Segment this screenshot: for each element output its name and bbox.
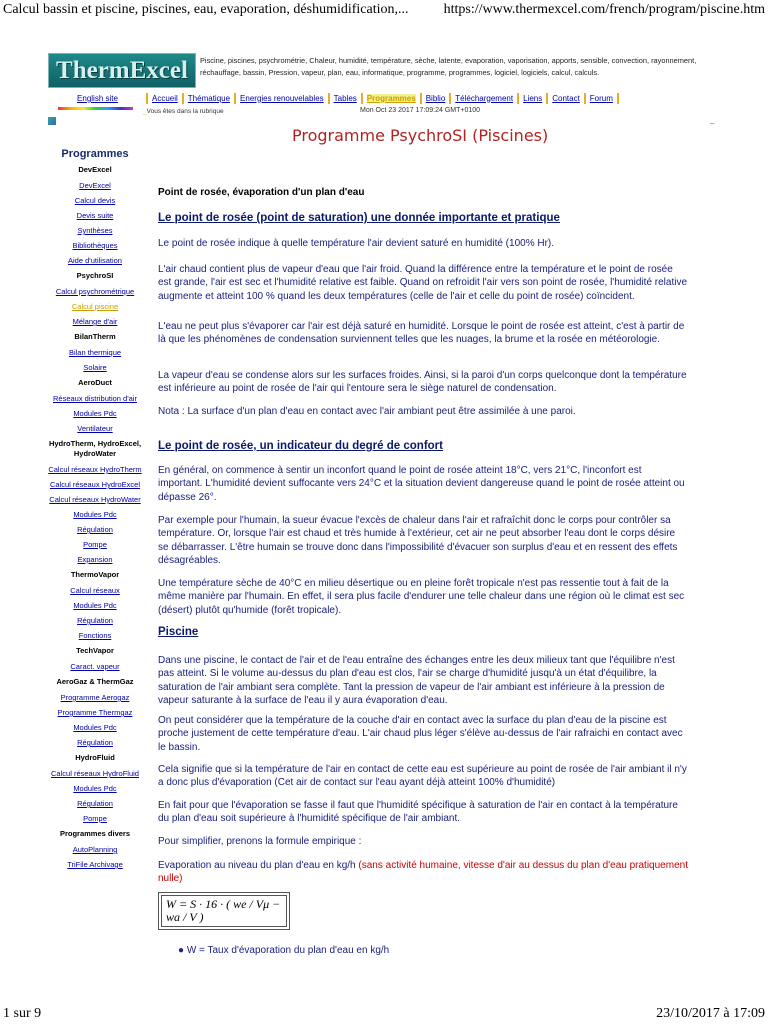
sidebar-link[interactable]: AutoPlanning xyxy=(72,845,118,854)
nav-link-t-l-chargement[interactable]: Téléchargement xyxy=(455,93,514,103)
sidebar-group-heading: HydroFluid xyxy=(75,753,115,762)
sidebar-link[interactable]: Modules Pdc xyxy=(73,510,117,519)
heading-point-de-rosee: Le point de rosée (point de saturation) une donnée importante et pratique xyxy=(158,212,560,224)
sidebar-link[interactable]: Aide d'utilisation xyxy=(68,256,122,265)
nav-link-energies-renouvelables[interactable]: Energies renouvelables xyxy=(240,93,324,103)
sidebar-link[interactable]: Ventilateur xyxy=(77,424,113,433)
nav-separator xyxy=(361,93,363,104)
formula-text: W = S · 16 · ( we / Vμ − wa / V ) xyxy=(161,895,287,927)
print-url: https://www.thermexcel.com/french/program/piscine.htm xyxy=(443,2,765,17)
sidebar-link[interactable]: Régulation xyxy=(77,616,113,625)
sidebar-link[interactable]: Modules Pdc xyxy=(73,409,117,418)
sidebar-link[interactable]: Calcul piscine xyxy=(71,302,119,311)
sidebar-link[interactable]: Calcul réseaux HydroTherm xyxy=(48,465,142,474)
sidebar-group-heading: HydroTherm, HydroExcel, HydroWater xyxy=(48,439,142,458)
sidebar-link[interactable]: Fonctions xyxy=(78,631,112,640)
datetime-text: Mon Oct 23 2017 17:09:24 GMT+0100 xyxy=(360,107,481,114)
rubrique-label: Vous êtes dans la rubrique xyxy=(146,108,224,115)
nav-link-tables[interactable]: Tables xyxy=(333,93,357,103)
print-footer xyxy=(0,1002,768,1024)
sidebar-link[interactable]: Calcul réseaux HydroExcel xyxy=(49,480,141,489)
flags-bar xyxy=(58,107,133,110)
page-counter: 1 sur 9 xyxy=(3,1006,42,1021)
paragraph: Cela signifie que si la température de l'air en contact de cette eau est supérieure au point de rosée de l'air ambiant il n'y a donc plus d'évaporation (Cet air de contact sur l'eau ayant déjà atteint 100% d'humidité) xyxy=(158,764,687,789)
sidebar-link[interactable]: Programme Thermgaz xyxy=(57,708,133,717)
sidebar-link[interactable]: Modules Pdc xyxy=(73,784,117,793)
rubrique-text: _Vous êtes dans la rubrique xyxy=(143,108,224,115)
paragraph: Le point de rosée indique à quelle température l'air devient saturé en humidité (100% Hr). xyxy=(158,238,555,249)
bullet-item xyxy=(178,944,389,957)
nav-separator xyxy=(182,93,184,104)
sidebar-link[interactable]: Régulation xyxy=(77,525,113,534)
sidebar-link[interactable]: Caract. vapeur xyxy=(70,662,120,671)
sidebar-group-heading: DevExcel xyxy=(78,165,112,174)
heading-confort: Le point de rosée, un indicateur du degré de confort xyxy=(158,440,443,452)
paragraph: L'eau ne peut plus s'évaporer car l'air est déjà saturé en humidité. Lorsque le point de rosée est atteint, c'est à partir de là que les phénomènes de condensation surviennent telles que les nuages, la brume et la rosée en météorologie. xyxy=(158,321,685,346)
logo-text: ThermExcel xyxy=(56,56,188,84)
sidebar-link[interactable]: Modules Pdc xyxy=(73,723,117,732)
nav-separator xyxy=(617,93,619,104)
nav-separator xyxy=(584,93,586,104)
sidebar-link[interactable]: Mélange d'air xyxy=(72,317,118,326)
nav-separator xyxy=(517,93,519,104)
nav-link-programmes[interactable]: Programmes xyxy=(366,93,416,103)
nav-separator xyxy=(420,93,422,104)
sidebar-group-heading: Programmes divers xyxy=(59,829,131,838)
nav-separator xyxy=(328,93,330,104)
print-title: Calcul bassin et piscine, piscines, eau, evaporation, déshumidification,... xyxy=(3,2,409,17)
paragraph: Dans une piscine, le contact de l'air et de l'eau entraîne des échanges entre les deux milieux tant que l'équilibre n'est pas atteint. Si le volume au-dessus du plan d'eau est clos, l'air se charge d'humidité jusqu'à un état d'équilibre, la saturation de l'air ambiant sera complète. Tant la pression de vapeur de l'air ambiant est inférieure à la pression de vapeur saturante à la surface de l'eau il y aura évaporation d'eau. xyxy=(158,655,675,706)
sidebar-link[interactable]: Régulation xyxy=(77,799,113,808)
sidebar-link[interactable]: Calcul psychrométrique xyxy=(55,287,135,296)
sidebar-group-heading: BilanTherm xyxy=(74,332,116,341)
sidebar-link[interactable]: Réseaux distribution d'air xyxy=(53,394,137,403)
nav-link-liens[interactable]: Liens xyxy=(523,93,543,103)
sidebar-link[interactable]: Calcul devis xyxy=(74,196,116,205)
english-site-link[interactable]: English site xyxy=(77,94,118,103)
top-nav xyxy=(143,93,622,104)
paragraph: Par exemple pour l'humain, la sueur évacue l'excès de chaleur dans l'air et rafraîchit donc le corps pour contrôler sa température. Or, lorsque l'air est chaud et très humide à l'extérieur, cet air ne peut absorber l'eau dont le corps désire se débarrasser. L'être humain se trouve donc dans l'impossibilité d'évacuer son surplus d'eau et en ressent des effets désagréables. xyxy=(158,515,678,566)
sidebar-link[interactable]: Devis suite xyxy=(76,211,114,220)
nav-separator xyxy=(146,93,148,104)
sidebar-link[interactable]: Calcul réseaux HydroWater xyxy=(49,495,141,504)
sidebar-link[interactable]: Calcul réseaux HydroFluid xyxy=(51,769,139,778)
nav-link-contact[interactable]: Contact xyxy=(552,93,580,103)
nav-separator xyxy=(449,93,451,104)
paragraph xyxy=(158,859,688,886)
paragraph: Une température sèche de 40°C en milieu désertique ou en pleine forêt tropicale n'est pas ressentie tout à fait de la même manière par l'humain. En effet, il sera plus facile d'endurer une telle chaleur dans une région où le climat est sec (désert) plutôt qu'humide (forêt tropicale). xyxy=(158,578,685,616)
sidebar-link[interactable]: DevExcel xyxy=(79,181,111,190)
sidebar-link[interactable]: Bilan thermique xyxy=(68,348,122,357)
paragraph: En fait pour que l'évaporation se fasse il faut que l'humidité spécifique à saturation de l'air en contact à la température du plan d'eau soit supérieure à l'humidité spécifique de l'air ambiant. xyxy=(158,800,678,825)
sidebar-link[interactable]: Expansion xyxy=(77,555,113,564)
corner-square-icon xyxy=(48,117,56,125)
page-title: Programme PsychroSI (Piscines) xyxy=(292,126,549,145)
nav-separator xyxy=(546,93,548,104)
sidebar-group-heading: AeroDuct xyxy=(78,378,112,387)
paragraph: En général, on commence à sentir un inconfort quand le point de rosée atteint 18°C, vers 21°C, l'inconfort est important. L'humidité devient suffocante vers 24°C et la situation devient dangereuse quand le point de rosée atteint ou dépasse 26°. xyxy=(158,465,685,503)
sidebar-link[interactable]: Pompe xyxy=(83,814,107,823)
nav-separator xyxy=(234,93,236,104)
sidebar-link[interactable]: Régulation xyxy=(77,738,113,747)
bullet-text: W = Taux d'évaporation du plan d'eau en kg/h xyxy=(186,945,390,956)
sidebar-link[interactable]: Modules Pdc xyxy=(73,601,117,610)
paragraph: Pour simplifier, prenons la formule empirique : xyxy=(158,836,362,847)
keywords-text: Piscine, piscines, psychrométrie, Chaleur, humidité, température, sèche, latente, evaporation, vaporisation, apports, sensible, convection, rayonnement, réchauffage, bassin, Pression, vapeur, plan, eau, informatique, programme, programmes, logiciel, logiciels, calcul, calculs. xyxy=(200,56,697,77)
sidebar-link[interactable]: TriFile Archivage xyxy=(67,860,123,869)
nav-link-biblio[interactable]: Biblio xyxy=(425,93,446,103)
print-header xyxy=(0,0,768,22)
site-logo[interactable] xyxy=(48,53,196,88)
formula-image xyxy=(158,892,290,930)
sidebar-link[interactable]: Synthèses xyxy=(77,226,113,235)
print-datetime: 23/10/2017 à 17:09 xyxy=(656,1006,765,1021)
paragraph: On peut considérer que la température de la couche d'air en contact avec la surface du plan d'eau de la piscine est proche justement de cette température d'eau. L'air chaud plus léger s'élève au-dessus de l'air rafraichi en contact avec le bassin. xyxy=(158,715,683,753)
sidebar-link[interactable]: Pompe xyxy=(83,540,107,549)
intro-line: Point de rosée, évaporation d'un plan d'eau xyxy=(158,187,365,198)
sidebar-heading: Programmes xyxy=(61,148,129,160)
bullet-icon: ● xyxy=(178,945,187,956)
heading-piscine: Piscine xyxy=(158,626,199,638)
nav-link-accueil[interactable]: Accueil xyxy=(152,93,178,103)
sidebar-link[interactable]: Solaire xyxy=(83,363,107,372)
nav-link-forum[interactable]: Forum xyxy=(589,93,613,103)
sidebar-group-heading: ThermoVapor xyxy=(70,570,120,579)
paragraph: L'air chaud contient plus de vapeur d'eau que l'air froid. Quand la différence entre la température et le point de rosée est grande, l'air est sec et l'humidité relative est faible. Quand on refroidit l'air vers son point de rosée, l'humidité relative augmente et atteint 100 % quand les deux températures (celle de l'air et celle du point de rosée) coïncident. xyxy=(158,264,688,302)
evaporation-label: Evaporation au niveau du plan d'eau en kg/h xyxy=(158,860,359,871)
nav-link-th-matique[interactable]: Thématique xyxy=(187,93,231,103)
paragraph: Nota : La surface d'un plan d'eau en contact avec l'air ambiant peut être assimilée à une paroi. xyxy=(158,406,576,417)
sidebar-group-heading: PsychroSI xyxy=(76,271,114,280)
evaporation-note: (sans activité humaine, vitesse d'air au dessus du plan d'eau pratiquement nulle) xyxy=(158,860,688,885)
dash-marker: – xyxy=(710,119,715,128)
sidebar-group-heading: TechVapor xyxy=(76,646,114,655)
sidebar-link[interactable]: Programme Aerogaz xyxy=(60,693,130,702)
sidebar xyxy=(48,148,142,875)
sidebar-group-heading: AeroGaz & ThermGaz xyxy=(56,677,134,686)
sidebar-link[interactable]: Bibliothèques xyxy=(72,241,118,250)
paragraph: La vapeur d'eau se condense alors sur les surfaces froides. Ainsi, si la paroi d'un corps quelconque dont la température est inférieure au point de rosée de l'air qui l'entoure sera le siège naturel de condensation. xyxy=(158,370,687,395)
sidebar-link[interactable]: Calcul réseaux xyxy=(70,586,120,595)
